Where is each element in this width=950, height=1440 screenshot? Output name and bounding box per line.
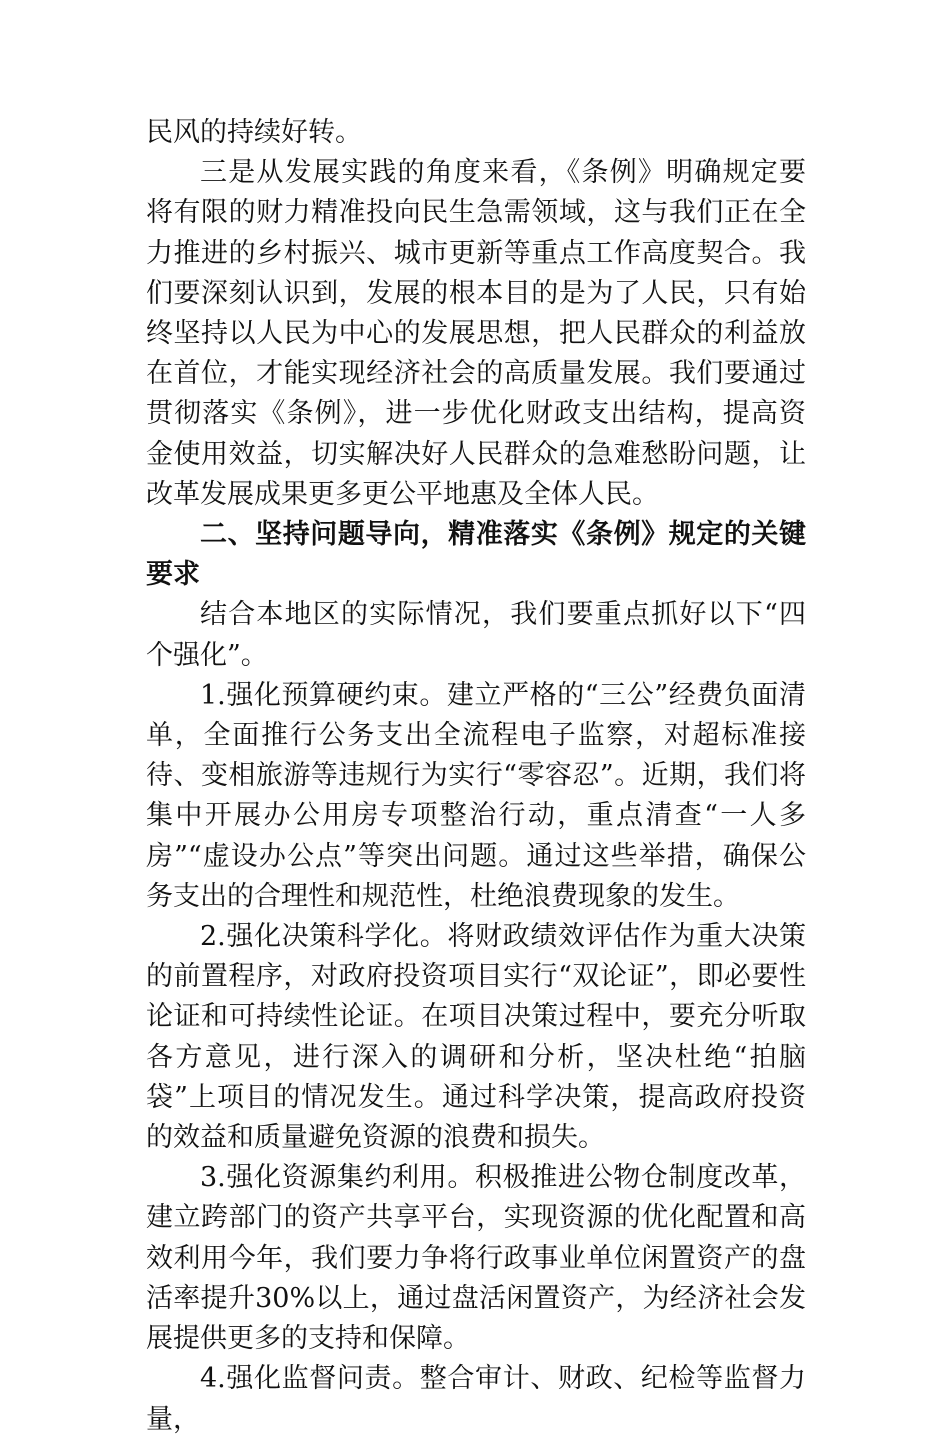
document-body (146, 113, 806, 1440)
paragraph-development-practice: 三是从发展实践的角度来看，《条例》明确规定要将有限的财力精准投向民生急需领域，这与我们正在全力推进的乡村振兴、城市更新等重点工作高度契合。我们要深刻认识到，发展的根本目的是为了人民，只有始终坚持以人民为中心的发展思想，把人民群众的利益放在首位，才能实现经济社会的高质量发展。我们要通过贯彻落实《条例》，进一步优化财政支出结构，提高资金使用效益，切实解决好人民群众的急难愁盼问题，让改革发展成果更多更公平地惠及全体人民。 (146, 157, 806, 510)
paragraph-item-1-budget: 1.强化预算硬约束。建立严格的“三公”经费负面清单，全面推行公务支出全流程电子监察，对超标准接待、变相旅游等违规行为实行“零容忍”。近期，我们将集中开展办公用房专项整治行动，重点清查“一人多房”“虚设办公点”等突出问题。通过这些举措，确保公务支出的合理性和规范性，杜绝浪费现象的发生。 (146, 679, 806, 912)
paragraph-item-3-resources: 3.强化资源集约利用。积极推进公物仓制度改革，建立跨部门的资产共享平台，实现资源的优化配置和高效利用今年，我们要力争将行政事业单位闲置资产的盘活率提升30%以上，通过盘活闲置资产，为经济社会发展提供更多的支持和保障。 (146, 1162, 806, 1355)
section-heading-two: 二、坚持问题导向，精准落实《条例》规定的关键要求 (146, 519, 806, 591)
paragraph-continuation: 民风的持续好转。 (146, 117, 362, 148)
paragraph-four-strengthenings-intro: 结合本地区的实际情况，我们要重点抓好以下“四个强化”。 (146, 599, 806, 671)
paragraph-item-2-decision: 2.强化决策科学化。将财政绩效评估作为重大决策的前置程序，对政府投资项目实行“双论证”，即必要性论证和可持续性论证。在项目决策过程中，要充分听取各方意见，进行深入的调研和分析，坚决杜绝“拍脑袋”上项目的情况发生。通过科学决策，提高政府投资的效益和质量避免资源的浪费和损失。 (146, 921, 806, 1154)
paragraph-item-4-supervision: 4.强化监督问责。整合审计、财政、纪检等监督力量， (146, 1363, 806, 1435)
